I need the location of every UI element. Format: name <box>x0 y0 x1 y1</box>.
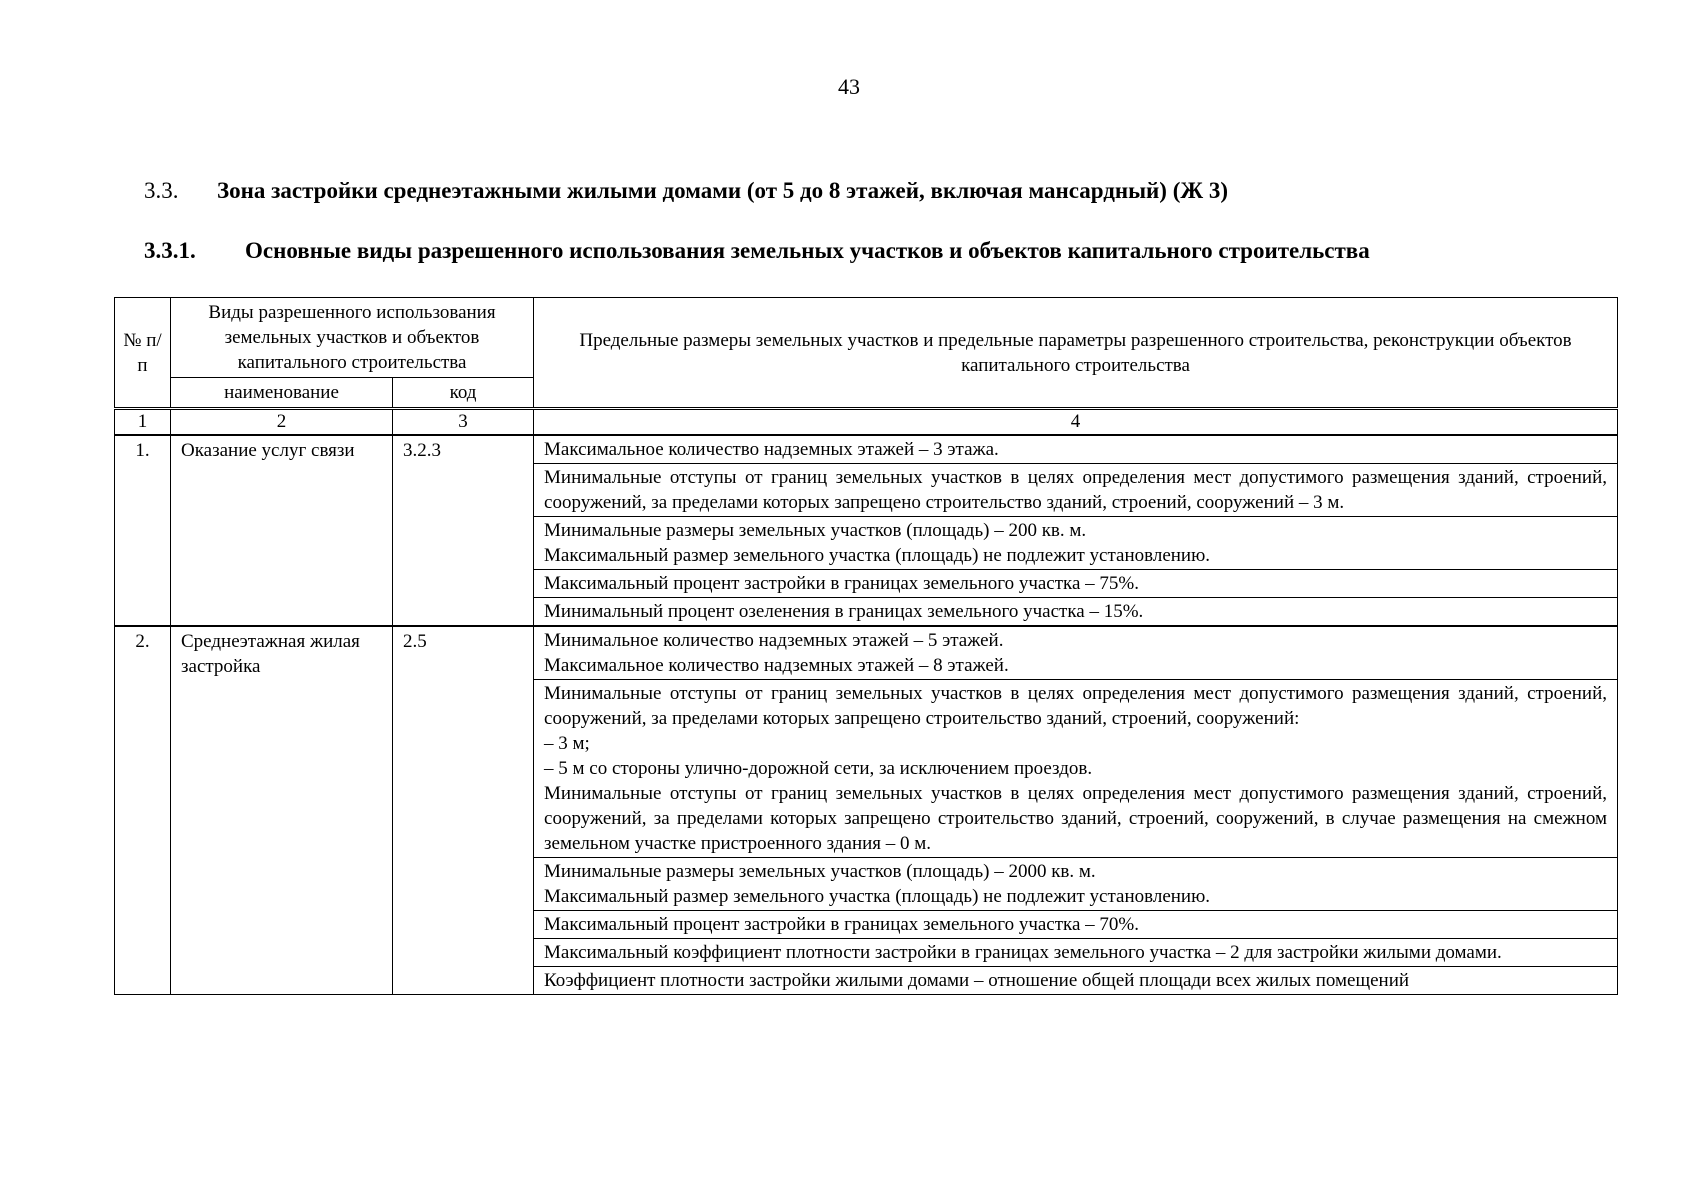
page-number: 43 <box>838 74 860 99</box>
parameter-cell <box>534 598 1618 627</box>
table-row <box>115 626 1618 680</box>
subsection-number: 3.3.1. <box>144 238 196 263</box>
parameter-text: Минимальное количество надземных этажей – 5 этажей. <box>544 630 1004 651</box>
use-type-code: 3.2.3 <box>393 435 534 626</box>
subsection-heading <box>144 236 1624 265</box>
row-number: 2. <box>115 626 171 995</box>
parameter-cell <box>534 967 1618 995</box>
row-number: 1. <box>115 435 171 626</box>
parameter-text: Максимальный процент застройки в границах земельного участка – 70%. <box>544 914 1139 935</box>
parameter-text: Коэффициент плотности застройки жилыми домами – отношение общей площади всех жилых помещений <box>544 970 1410 991</box>
parameter-text: Минимальные размеры земельных участков (площадь) – 2000 кв. м. <box>544 861 1096 882</box>
parameter-text: Минимальные отступы от границ земельных участков в целях определения мест допустимого размещения зданий, строений, сооружений, за пределами которых запрещено строительство зданий, строений, сооружений – 3 м. <box>544 467 1608 513</box>
header-parameters: Предельные размеры земельных участков и предельные параметры разрешенного строительства, реконструкции объектов капитального строительства <box>534 298 1618 409</box>
parameter-text: Максимальный размер земельного участка (площадь) не подлежит установлению. <box>544 886 1211 907</box>
table-body <box>115 409 1618 995</box>
header-code: код <box>393 378 534 409</box>
parameter-cell <box>534 939 1618 967</box>
parameter-text: Минимальные размеры земельных участков (площадь) – 200 кв. м. <box>544 520 1087 541</box>
parameter-text: Максимальный размер земельного участка (площадь) не подлежит установлению. <box>544 545 1211 566</box>
column-number-row <box>115 409 1618 436</box>
parameter-text: – 3 м; <box>544 733 590 754</box>
parameter-cell <box>534 517 1618 570</box>
section-heading <box>144 178 1624 204</box>
parameter-text: Максимальный коэффициент плотности застройки в границах земельного участка – 2 для застройки жилыми домами. <box>544 942 1502 963</box>
column-number: 2 <box>171 409 393 436</box>
column-number: 1 <box>115 409 171 436</box>
column-number: 3 <box>393 409 534 436</box>
parameter-cell <box>534 858 1618 911</box>
parameter-text: Минимальные отступы от границ земельных участков в целях определения мест допустимого размещения зданий, строений, сооружений, за пределами которых запрещено строительство зданий, строений, сооружений, в случае размещения на смежном земельном участке пристроенного здания – 0 м. <box>544 783 1608 854</box>
parameter-text: Максимальное количество надземных этажей – 3 этажа. <box>544 439 999 460</box>
header-use-types: Виды разрешенного использования земельных участков и объектов капитального строительства <box>171 298 534 378</box>
parameter-cell <box>534 626 1618 680</box>
header-number: № п/п <box>115 298 171 409</box>
land-use-table <box>114 297 1618 995</box>
parameter-cell <box>534 435 1618 464</box>
parameter-cell <box>534 570 1618 598</box>
use-type-code: 2.5 <box>393 626 534 995</box>
parameter-text: Максимальный процент застройки в границах земельного участка – 75%. <box>544 573 1139 594</box>
section-number: 3.3. <box>144 178 179 203</box>
use-type-name: Среднеэтажная жилая застройка <box>171 626 393 995</box>
parameter-cell <box>534 464 1618 517</box>
parameter-cell <box>534 680 1618 858</box>
parameter-text: Максимальное количество надземных этажей – 8 этажей. <box>544 655 1009 676</box>
subsection-title: Основные виды разрешенного использования земельных участков и объектов капитального строительства <box>245 238 1370 263</box>
table-row <box>115 435 1618 464</box>
parameter-text: Минимальный процент озеленения в границах земельного участка – 15%. <box>544 601 1144 622</box>
header-name: наименование <box>171 378 393 409</box>
use-type-name: Оказание услуг связи <box>171 435 393 626</box>
section-title: Зона застройки среднеэтажными жилыми домами (от 5 до 8 этажей, включая мансардный) (Ж 3) <box>217 178 1229 203</box>
parameter-text: Минимальные отступы от границ земельных участков в целях определения мест допустимого размещения зданий, строений, сооружений, за пределами которых запрещено строительство зданий, строений, сооружений: <box>544 683 1608 729</box>
column-number: 4 <box>534 409 1618 436</box>
parameter-text: – 5 м со стороны улично-дорожной сети, за исключением проездов. <box>544 758 1093 779</box>
parameter-cell <box>534 911 1618 939</box>
